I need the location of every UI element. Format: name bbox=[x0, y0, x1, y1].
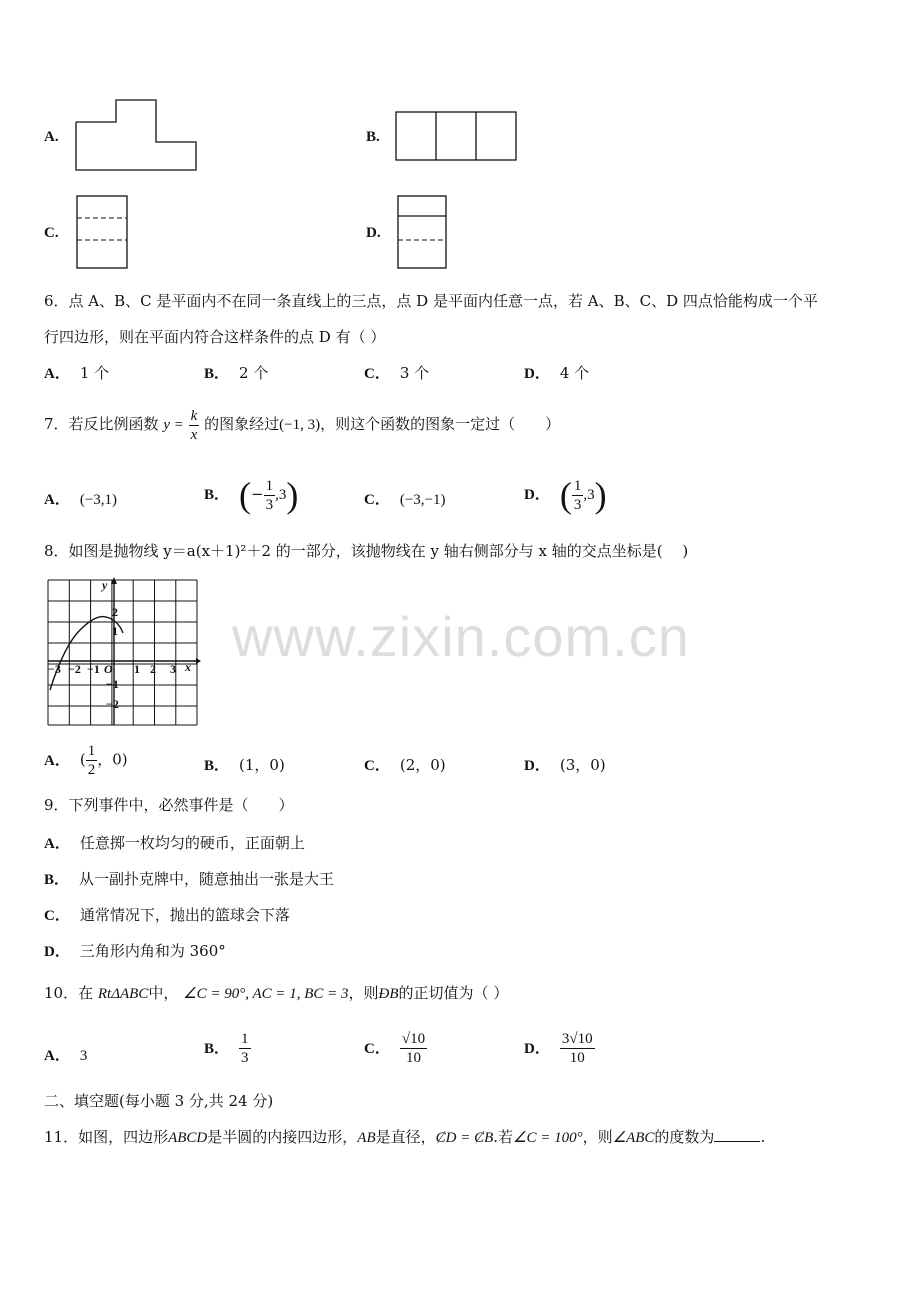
figure-a bbox=[74, 98, 200, 172]
q9-option-d: D． 三角形内角和为 360° bbox=[44, 942, 226, 960]
q10-option-a: A． 3 bbox=[44, 1048, 88, 1064]
q8-y-axis-label: y bbox=[102, 578, 108, 592]
q6-option-a: A． 1 个 bbox=[44, 364, 110, 382]
q7-option-b: B． (− $\frac{1}{3}$ ,3) bbox=[204, 475, 299, 515]
q8-option-c: C． (2，0) bbox=[364, 756, 446, 774]
figure-c bbox=[75, 194, 131, 272]
q7-point: (−1, 3) bbox=[279, 417, 321, 433]
q8-option-d: D． (3，0) bbox=[524, 756, 606, 774]
q8-option-b: B． (1，0) bbox=[204, 756, 285, 774]
q11-stem: 11．如图，四边形ABCD是半圆的内接四边形，AB是直径，ȻD = ȻB.若∠C = 100°，则∠ABC的度数为 . bbox=[44, 1128, 766, 1146]
q9-stem: 9．下列事件中，必然事件是（ ） bbox=[44, 796, 294, 814]
option-b-label: B. bbox=[366, 129, 380, 145]
q10-option-b: B． $\frac{1}{3}$ bbox=[204, 1031, 249, 1066]
q8-ytick: −1 bbox=[106, 677, 119, 691]
q8-xtick: 3 bbox=[170, 662, 176, 676]
figure-d bbox=[396, 194, 450, 272]
q8-option-a: A． ( $\frac{1}{2}$ ，0) bbox=[44, 743, 128, 778]
q8-ytick: 2 bbox=[112, 605, 118, 619]
q9-option-b: B． 从一副扑克牌中，随意抽出一张是大王 bbox=[44, 870, 335, 888]
q6-line1: 6．点 A、B、C 是平面内不在同一条直线上的三点，点 D 是平面内任意一点，若 A、B、C、D 四点恰能构成一个平 bbox=[44, 292, 818, 310]
q8-stem: 8．如图是抛物线 y＝a(x＋1)²＋2 的一部分，该抛物线在 y 轴右侧部分与 x 轴的交点坐标是( ) bbox=[44, 542, 689, 560]
q10-option-c: C． $\frac{√10}{10}$ bbox=[364, 1031, 426, 1066]
figure-b bbox=[394, 110, 520, 162]
q8-xtick: −2 bbox=[68, 662, 81, 676]
q8-xtick: −1 bbox=[87, 662, 100, 676]
q6-option-b: B． 2 个 bbox=[204, 364, 269, 382]
q8-origin-label: O bbox=[104, 662, 113, 676]
q8-xtick: 2 bbox=[150, 662, 156, 676]
q8-xtick: 1 bbox=[134, 662, 140, 676]
q10-option-d: D． $\frac{3√10}{10}$ bbox=[524, 1031, 593, 1066]
q6-line2: 行四边形，则在平面内符合这样条件的点 D 有（ ） bbox=[44, 328, 386, 346]
q7-option-a: A． (−3,1) bbox=[44, 492, 118, 508]
q8-ytick: −2 bbox=[106, 697, 119, 711]
q7-option-d: D． ( $\frac{1}{3}$ ,3) bbox=[524, 475, 607, 515]
q9-option-c: C． 通常情况下，抛出的篮球会下落 bbox=[44, 906, 290, 924]
q8-xtick: −3 bbox=[48, 662, 61, 676]
q7-option-c: C． (−3,−1) bbox=[364, 492, 446, 508]
section-2-heading: 二、填空题(每小题 3 分,共 24 分) bbox=[44, 1092, 274, 1110]
q10-stem: 10．在 RtΔABC中， ∠C = 90°, AC = 1, BC = 3，则ÐB的正切值为（ ） bbox=[44, 984, 509, 1002]
q7-stem: 7．若反比例函数 y = $\frac{k}{x}$ 的图象经过(−1, 3)，则这个函数的图象一定过（ ） bbox=[44, 407, 561, 443]
q8-x-axis-label: x bbox=[185, 660, 191, 674]
q6-option-c: C． 3 个 bbox=[364, 364, 430, 382]
option-a-label: A. bbox=[44, 129, 59, 145]
q8-parabola-graph bbox=[44, 576, 202, 728]
q8-ytick: 1 bbox=[112, 624, 118, 638]
q9-option-a: A． 任意掷一枚均匀的硬币，正面朝上 bbox=[44, 834, 305, 852]
option-c-label: C. bbox=[44, 225, 59, 241]
watermark: www.zixin.com.cn bbox=[232, 605, 690, 668]
option-d-label: D. bbox=[366, 225, 381, 241]
q6-option-d: D． 4 个 bbox=[524, 364, 590, 382]
q11-answer-blank[interactable] bbox=[714, 1127, 760, 1142]
